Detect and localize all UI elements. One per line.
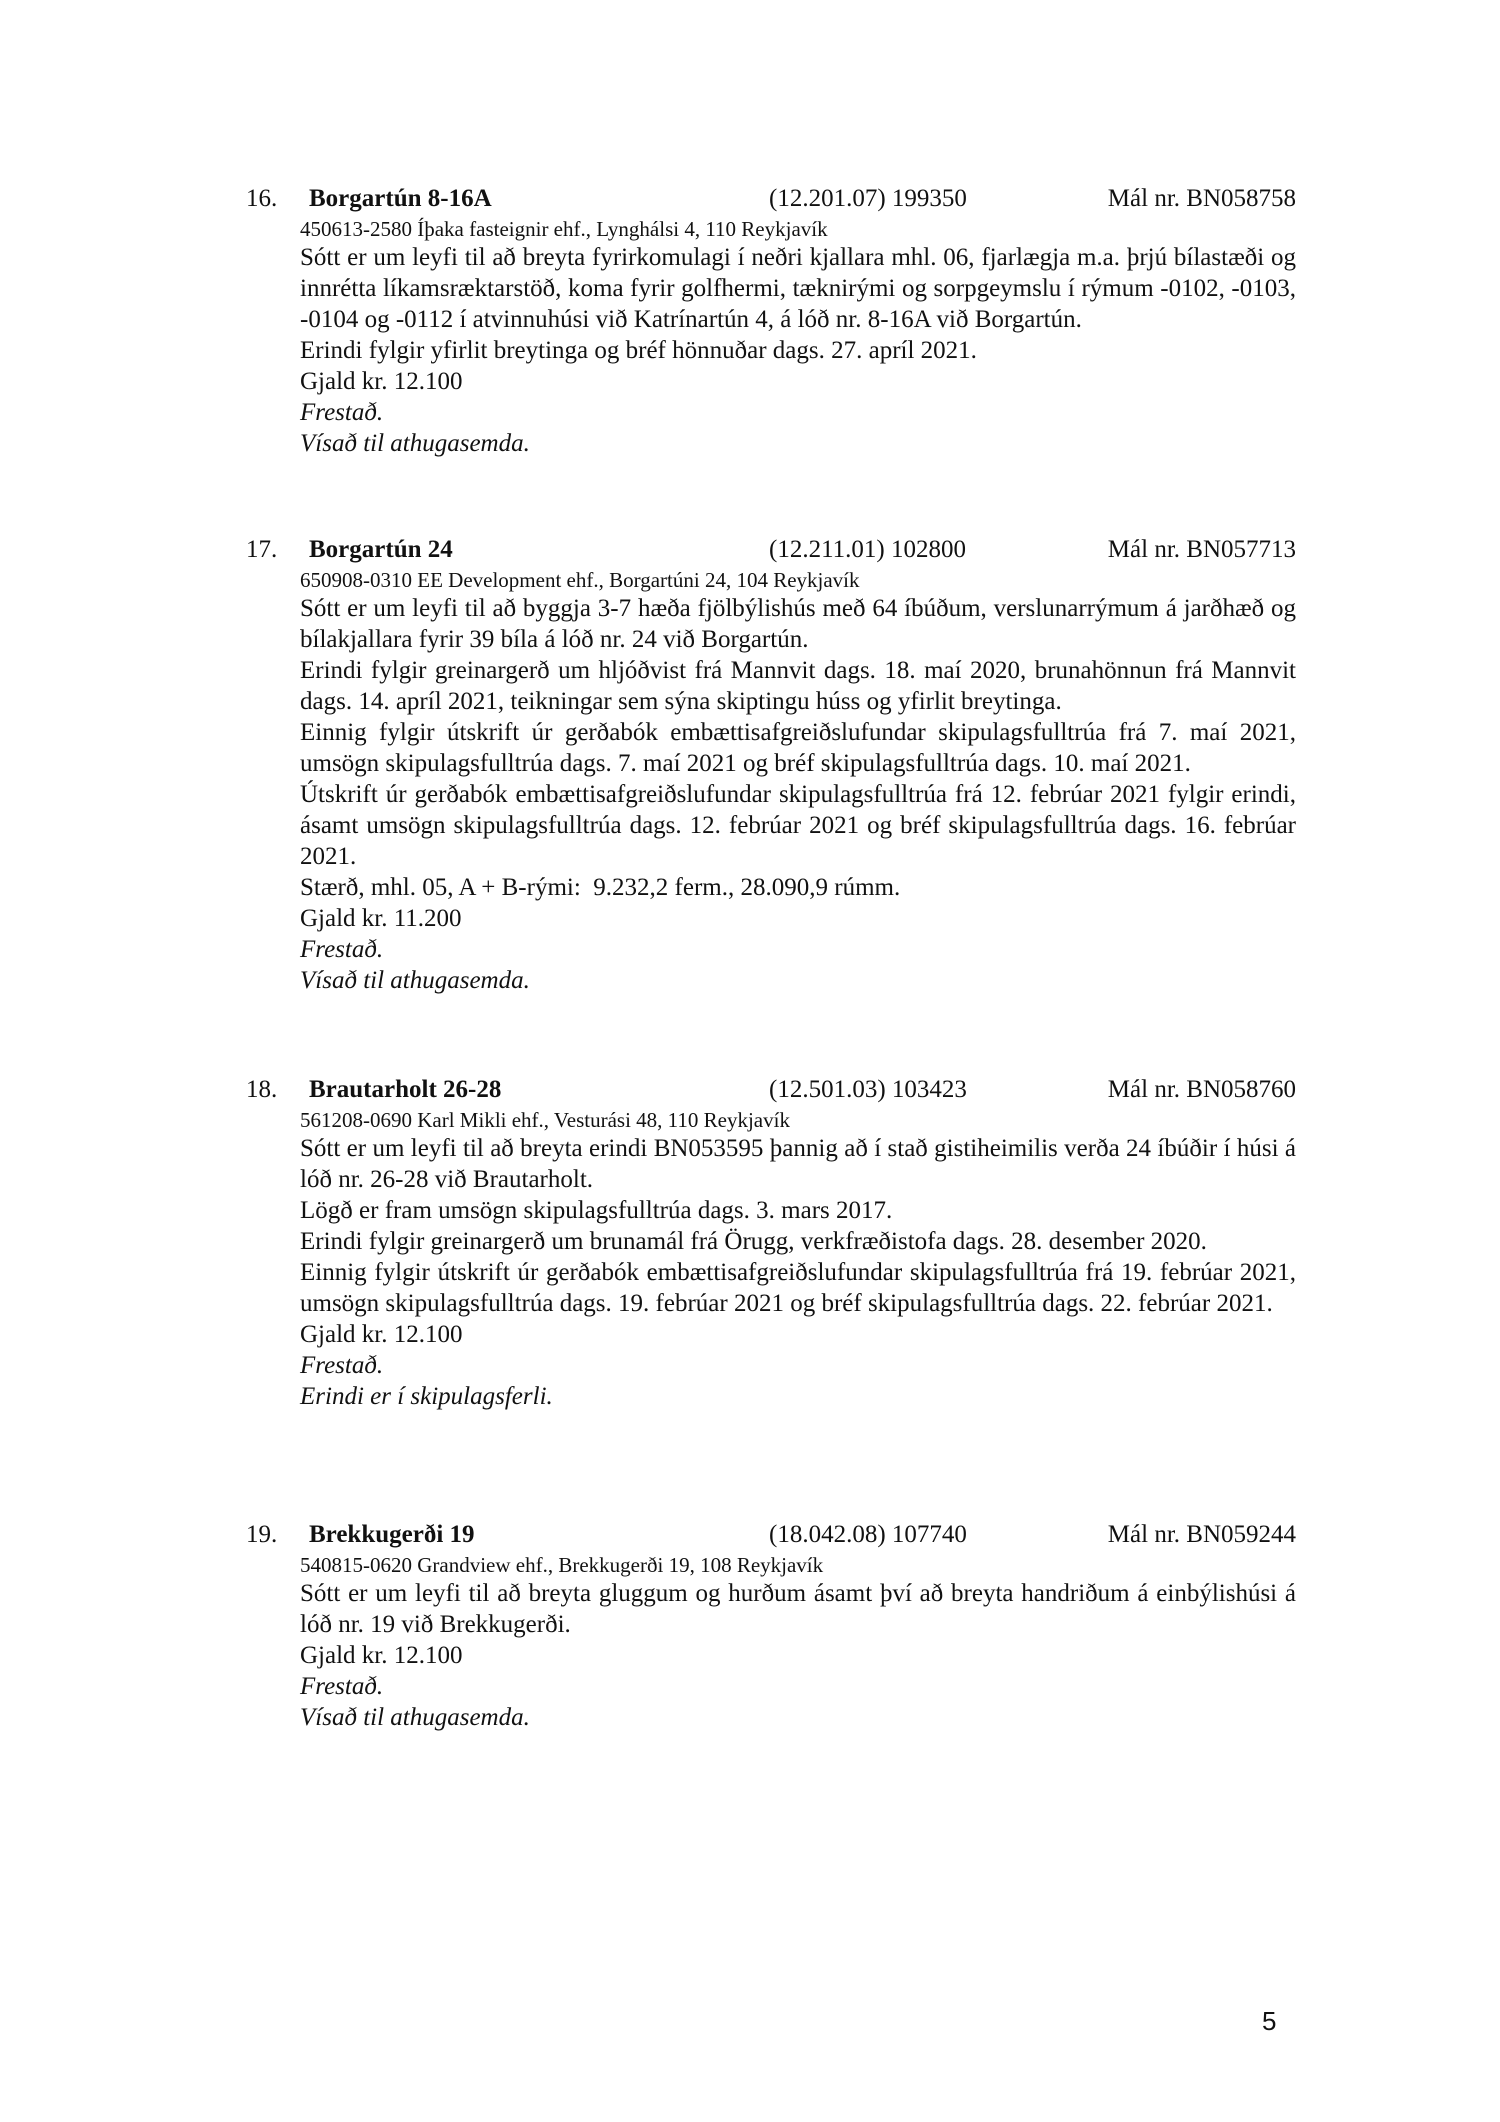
case-entry-19 [246,1518,1296,1733]
entry-owner: 650908-0310 EE Development ehf., Borgartúni 24, 104 Reykjavík [300,568,860,592]
entry-status: Frestað. [300,399,384,426]
entry-title: Brautarholt 26-28 [309,1076,502,1103]
entry-paragraph: Sótt er um leyfi til að breyta fyrirkomulagi í neðri kjallara mhl. 06, fjarlægja m.a. þrjú bílastæði og innrétta líkamsræktarstöð, koma fyrir golfhermi, tæknirými og sorpgeymslu í rýmum -0102, -0103, -0104 og -0112 í atvinnuhúsi við Katrínartún 4, á lóð nr. 8-16A við Borgartún. [300,244,1296,333]
entry-status: Frestað. [300,936,384,963]
entry-note: Erindi er í skipulagsferli. [300,1383,553,1410]
entry-reference: (12.501.03) 103423 [769,1076,967,1103]
entry-header [246,1518,1296,1552]
entry-status: Frestað. [300,1673,384,1700]
case-entry-18 [246,1073,1296,1412]
entry-body [300,1552,1296,1733]
entry-paragraph: Erindi fylgir yfirlit breytinga og bréf hönnuðar dags. 27. apríl 2021. [300,337,977,364]
case-entry-16 [246,182,1296,459]
entry-fee: Gjald kr. 12.100 [300,1321,463,1348]
entry-paragraph: Lögð er fram umsögn skipulagsfulltrúa dags. 3. mars 2017. [300,1197,893,1224]
entry-title: Borgartún 24 [309,536,453,563]
entry-body [300,1107,1296,1412]
entry-case-number: Mál nr. BN057713 [1107,536,1296,563]
entry-owner: 450613-2580 Íþaka fasteignir ehf., Lynghálsi 4, 110 Reykjavík [300,217,828,241]
entry-owner: 561208-0690 Karl Mikli ehf., Vesturási 48, 110 Reykjavík [300,1108,790,1132]
case-entry-17 [246,533,1296,996]
entry-reference: (12.211.01) 102800 [769,536,966,563]
entry-title: Borgartún 8-16A [309,185,492,212]
entry-case-number: Mál nr. BN058758 [1107,185,1296,212]
entry-number: 17. [246,536,278,563]
entry-note: Vísað til athugasemda. [300,430,530,457]
entry-size: Stærð, mhl. 05, A + B-rými: 9.232,2 ferm., 28.090,9 rúmm. [300,874,901,901]
entry-paragraph: Sótt er um leyfi til að breyta gluggum og hurðum ásamt því að breyta handriðum á einbýlishúsi á lóð nr. 19 við Brekkugerði. [300,1580,1296,1638]
entry-owner: 540815-0620 Grandview ehf., Brekkugerði 19, 108 Reykjavík [300,1553,824,1577]
entry-note: Vísað til athugasemda. [300,967,530,994]
entry-header [246,1073,1296,1107]
entry-fee: Gjald kr. 12.100 [300,368,463,395]
entry-paragraph: Erindi fylgir greinargerð um hljóðvist frá Mannvit dags. 18. maí 2020, brunahönnun frá Mannvit dags. 14. apríl 2021, teikningar sem sýna skiptingu húss og yfirlit breytinga. [300,657,1296,715]
entry-case-number: Mál nr. BN059244 [1107,1521,1296,1548]
entry-number: 18. [246,1076,278,1103]
entry-note: Vísað til athugasemda. [300,1704,530,1731]
entry-paragraph: Sótt er um leyfi til að breyta erindi BN053595 þannig að í stað gistiheimilis verða 24 íbúðir í húsi á lóð nr. 26-28 við Brautarholt. [300,1135,1296,1193]
entry-number: 16. [246,185,278,212]
entry-header [246,533,1296,567]
entry-fee: Gjald kr. 11.200 [300,905,462,932]
entry-paragraph: Útskrift úr gerðabók embættisafgreiðslufundar skipulagsfulltrúa frá 12. febrúar 2021 fylgir erindi, ásamt umsögn skipulagsfulltrúa dags. 12. febrúar 2021 og bréf skipulagsfulltrúa dags. 16. febrúar 2021. [300,781,1296,870]
entry-case-number: Mál nr. BN058760 [1107,1076,1296,1103]
entry-paragraph: Erindi fylgir greinargerð um brunamál frá Örugg, verkfræðistofa dags. 28. desember 2020. [300,1228,1207,1255]
entry-reference: (12.201.07) 199350 [769,185,967,212]
entry-status: Frestað. [300,1352,384,1379]
entry-paragraph: Einnig fylgir útskrift úr gerðabók embættisafgreiðslufundar skipulagsfulltrúa frá 7. maí 2021, umsögn skipulagsfulltrúa dags. 7. maí 2021 og bréf skipulagsfulltrúa dags. 10. maí 2021. [300,719,1296,777]
entry-body [300,567,1296,996]
entry-header [246,182,1296,216]
entry-title: Brekkugerði 19 [309,1521,475,1548]
entry-fee: Gjald kr. 12.100 [300,1642,463,1669]
entry-paragraph: Einnig fylgir útskrift úr gerðabók embættisafgreiðslufundar skipulagsfulltrúa frá 19. febrúar 2021, umsögn skipulagsfulltrúa dags. 19. febrúar 2021 og bréf skipulagsfulltrúa dags. 22. febrúar 2021. [300,1259,1296,1317]
entry-body [300,216,1296,459]
entry-number: 19. [246,1521,278,1548]
entry-paragraph: Sótt er um leyfi til að byggja 3-7 hæða fjölbýlishús með 64 íbúðum, verslunarrýmum á jarðhæð og bílakjallara fyrir 39 bíla á lóð nr. 24 við Borgartún. [300,595,1296,653]
page-number: 5 [1262,2006,1277,2036]
entry-reference: (18.042.08) 107740 [769,1521,967,1548]
